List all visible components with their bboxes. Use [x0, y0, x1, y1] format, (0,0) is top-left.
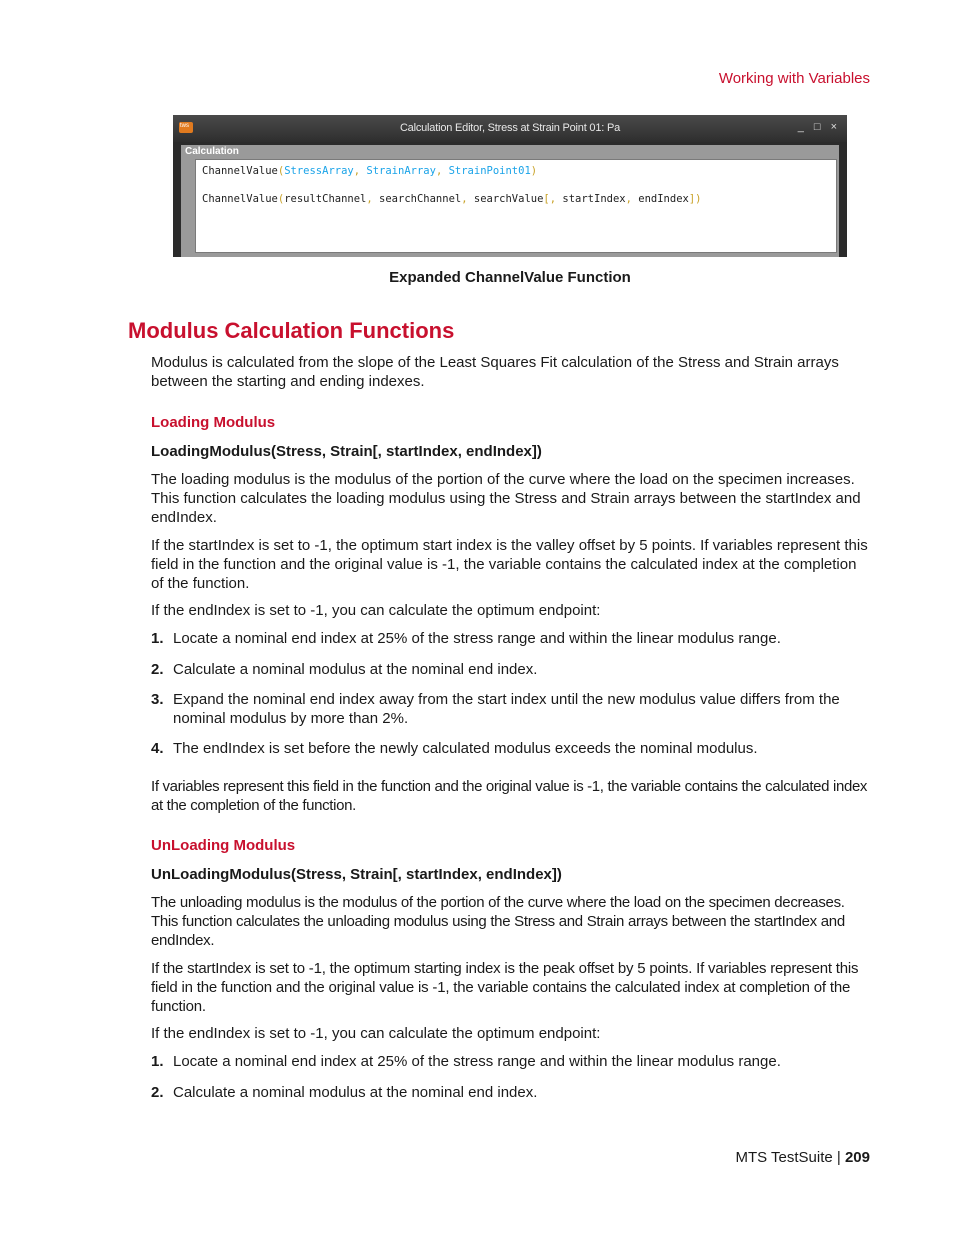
list-text: Expand the nominal end index away from the start index until the new modulus value differs from the nominal modulus by more than 2%.	[173, 691, 840, 727]
list-item	[151, 629, 871, 648]
list-number: 2.	[151, 1084, 164, 1101]
unloading-paragraph-1: The unloading modulus is the modulus of the portion of the curve where the load on the specimen decreases. This function calculates the unloading modulus using the Stress and Strain arrays between the startIndex and endIndex.	[151, 894, 845, 949]
code-comma: ,	[625, 193, 639, 205]
code-bracket: ])	[688, 193, 702, 205]
code-arg: searchValue	[473, 193, 544, 205]
list-text: Locate a nominal end index at 25% of the stress range and within the linear modulus range.	[173, 1053, 781, 1070]
list-number: 2.	[151, 661, 164, 678]
code-paren: (	[277, 193, 285, 205]
loading-paragraph-1: The loading modulus is the modulus of the portion of the curve where the load on the specimen increases. This function calculates the loading modulus using the Stress and Strain arrays between the startIndex and endIndex.	[151, 471, 861, 526]
header-section-title: Working with Variables	[718, 70, 870, 87]
list-text: Calculate a nominal modulus at the nominal end index.	[173, 1084, 538, 1101]
loading-modulus-heading: Loading Modulus	[151, 414, 276, 431]
figure-caption: Expanded ChannelValue Function	[389, 269, 631, 286]
list-item	[151, 690, 871, 728]
list-text: Locate a nominal end index at 25% of the stress range and within the linear modulus range.	[173, 630, 781, 647]
code-arg: searchChannel	[379, 193, 462, 205]
code-arg: startIndex	[562, 193, 626, 205]
code-line-2	[202, 193, 702, 205]
code-arg: StrainPoint01	[448, 165, 531, 177]
unloading-paragraph-2: If the startIndex is set to -1, the optimum starting index is the peak offset by 5 points. If variables represent this field in the function and the original value is -1, the variable contains the calculated index at completion of the function.	[151, 960, 859, 1015]
calculation-editor-field[interactable]	[195, 159, 837, 253]
unloading-modulus-heading: UnLoading Modulus	[151, 837, 296, 854]
code-comma: ,	[461, 193, 474, 205]
unloading-paragraph-3: If the endIndex is set to -1, you can calculate the optimum endpoint:	[151, 1025, 601, 1042]
list-number: 3.	[151, 691, 164, 708]
code-paren: )	[530, 165, 538, 177]
page-footer	[735, 1149, 870, 1166]
loading-paragraph-2: If the startIndex is set to -1, the optimum start index is the valley offset by 5 points. If variables represent this field in the function and the original value is -1, the variable contains the calculated index at the completion of the function.	[151, 537, 868, 592]
loading-modulus-signature: LoadingModulus(Stress, Strain[, startIndex, endIndex])	[151, 443, 542, 460]
footer-separator: |	[832, 1149, 845, 1166]
footer-product: MTS TestSuite	[735, 1149, 833, 1166]
list-item	[151, 1052, 871, 1071]
code-arg: StressArray	[284, 165, 354, 177]
code-arg: StrainArray	[366, 165, 436, 177]
section-heading: Modulus Calculation Functions	[128, 318, 455, 343]
code-paren: (	[277, 165, 285, 177]
unloading-modulus-signature: UnLoadingModulus(Stress, Strain[, startIndex, endIndex])	[151, 866, 562, 883]
code-fn: ChannelValue	[202, 193, 278, 205]
code-comma: ,	[353, 165, 367, 177]
section-intro: Modulus is calculated from the slope of the Least Squares Fit calculation of the Stress and Strain arrays between the starting and ending indexes.	[151, 354, 839, 390]
list-number: 1.	[151, 1053, 164, 1070]
calculation-group	[181, 145, 839, 257]
list-item	[151, 1083, 871, 1102]
window-controls	[788, 121, 837, 133]
list-item	[151, 660, 871, 679]
code-line-1	[202, 165, 537, 177]
code-arg: resultChannel	[284, 193, 367, 205]
code-comma: ,	[435, 165, 449, 177]
maximize-icon[interactable]: □	[813, 121, 821, 133]
list-text: The endIndex is set before the newly calculated modulus exceeds the nominal modulus.	[173, 740, 758, 757]
code-arg: endIndex	[638, 193, 689, 205]
window-title: Calculation Editor, Stress at Strain Point 01: Pa	[399, 122, 621, 134]
list-item	[151, 739, 871, 758]
list-number: 1.	[151, 630, 164, 647]
code-comma: ,	[366, 193, 380, 205]
window-titlebar	[173, 115, 847, 142]
close-icon[interactable]: ×	[830, 121, 837, 133]
minimize-icon[interactable]: _	[797, 121, 804, 133]
calculation-editor-screenshot	[173, 115, 847, 257]
app-logo-text: tws	[180, 123, 189, 129]
page-number: 209	[844, 1149, 870, 1166]
code-fn: ChannelValue	[202, 165, 278, 177]
list-number: 4.	[151, 740, 164, 757]
code-bracket: [,	[543, 193, 563, 205]
list-text: Calculate a nominal modulus at the nominal end index.	[173, 661, 538, 678]
loading-paragraph-3: If the endIndex is set to -1, you can calculate the optimum endpoint:	[151, 602, 601, 619]
calculation-group-label: Calculation	[185, 146, 239, 157]
loading-paragraph-4: If variables represent this field in the function and the original value is -1, the variable contains the calculated index at the completion of the function.	[151, 778, 868, 814]
